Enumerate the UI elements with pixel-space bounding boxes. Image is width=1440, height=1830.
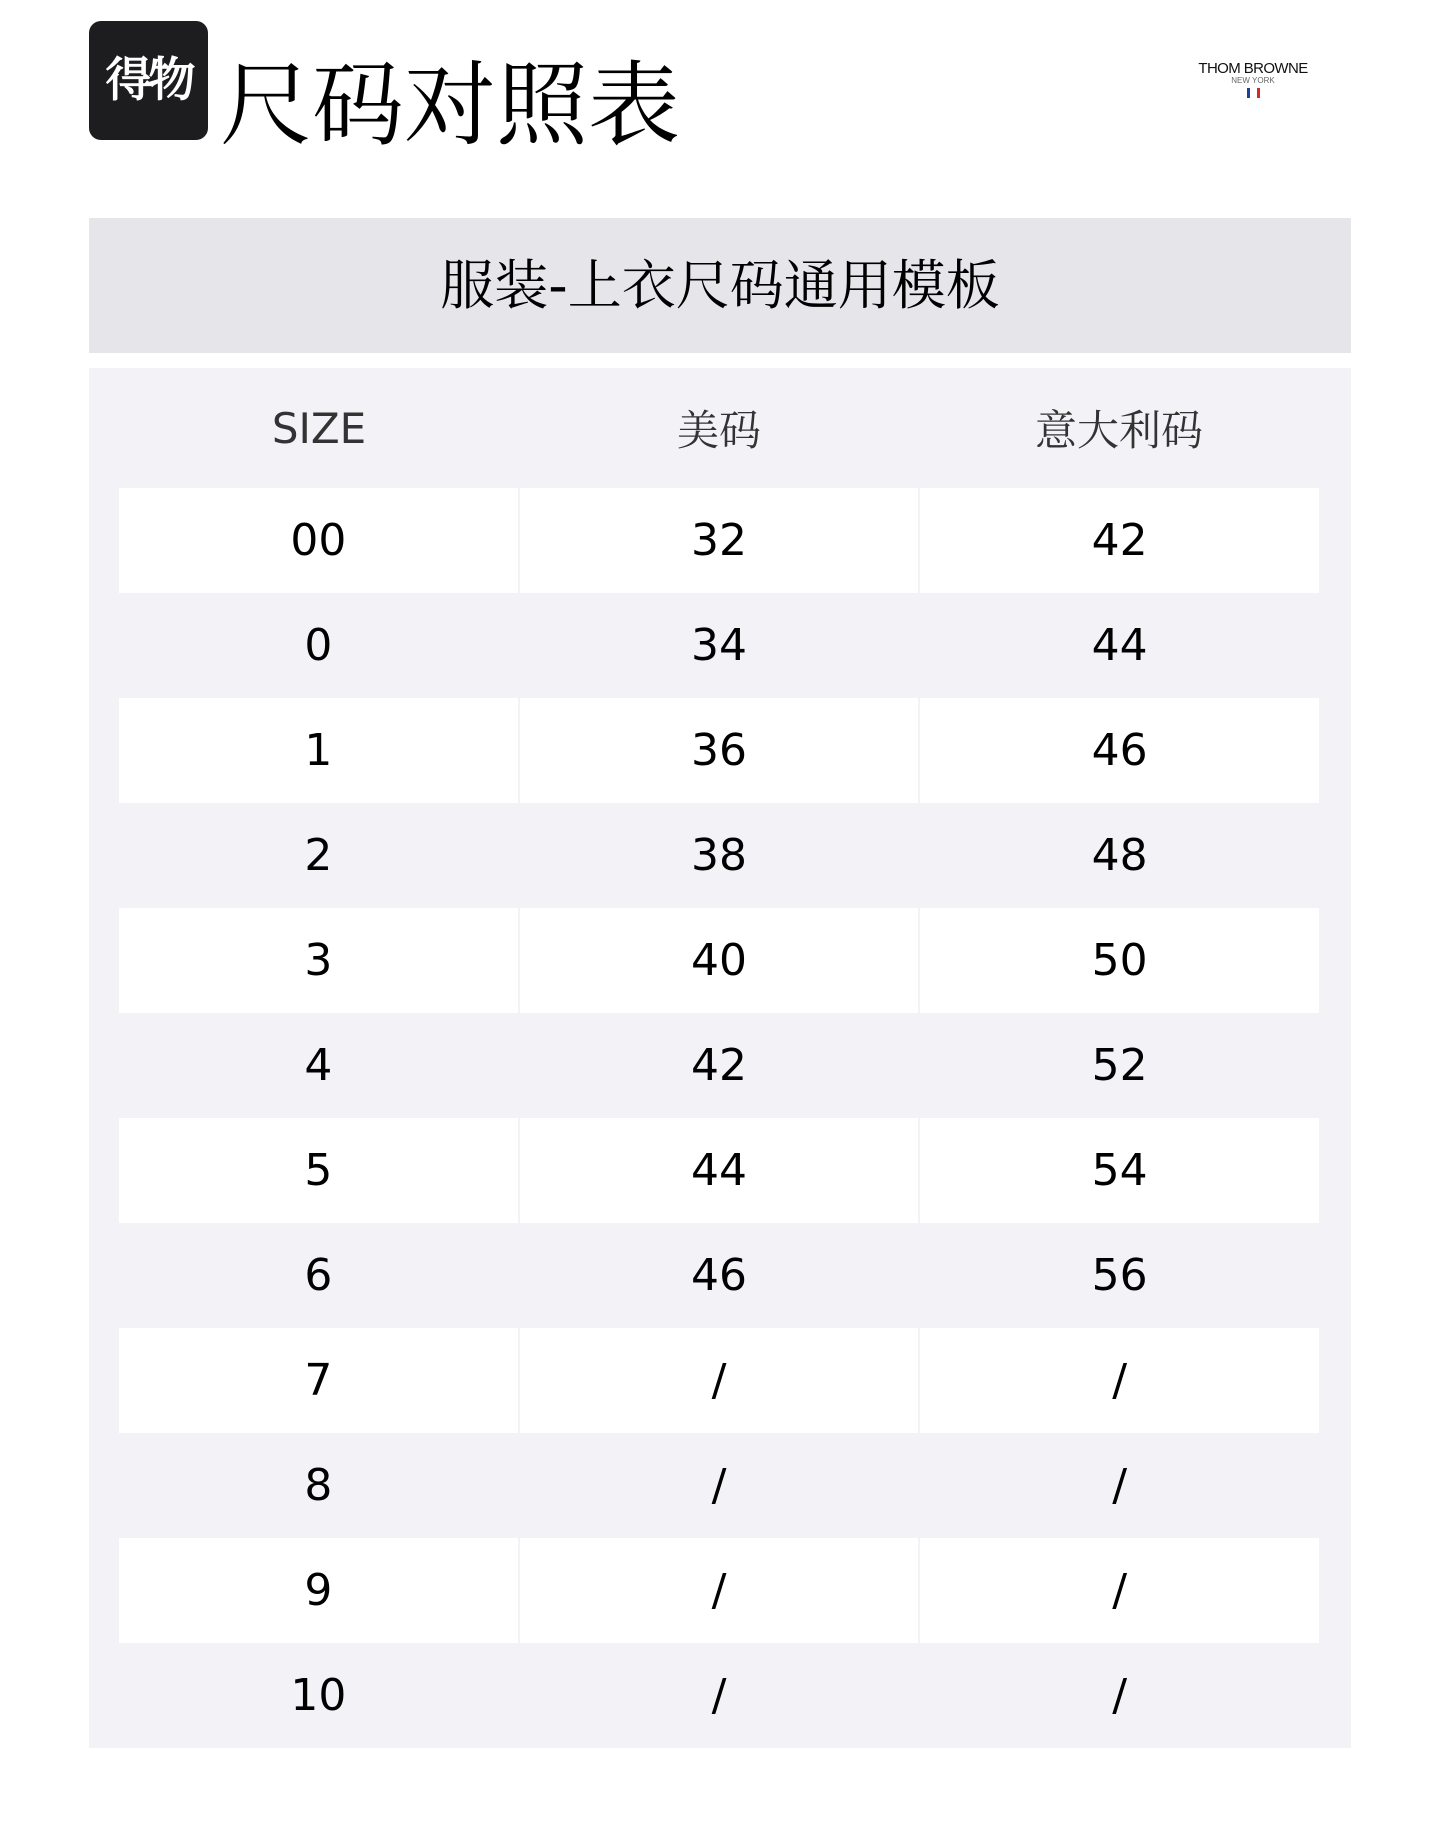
page-title: 尺码对照表	[220, 52, 681, 159]
cell-italian-size: /	[918, 1328, 1319, 1433]
table-banner	[89, 218, 1351, 353]
cell-size: 8	[304, 1460, 333, 1511]
cell-italian-size: 42	[918, 488, 1319, 593]
cell-us-size: 40	[518, 908, 919, 1013]
brand-name: THOM BROWNE	[1198, 60, 1308, 77]
cell-us-size: /	[711, 1670, 727, 1721]
table-row	[119, 1223, 1319, 1328]
cell-size: 00	[119, 488, 518, 593]
table-body	[119, 488, 1319, 1748]
cell-size: 7	[119, 1328, 518, 1433]
cell-italian-size: /	[1112, 1460, 1128, 1511]
brand-logo	[1180, 61, 1326, 98]
cell-us-size: 34	[691, 620, 747, 671]
cell-us-size: /	[518, 1538, 919, 1643]
column-header-italian-size: 意大利码	[1034, 406, 1203, 455]
cell-us-size: 44	[518, 1118, 919, 1223]
column-header-us-size: 美码	[676, 406, 761, 455]
tricolor-flag-icon	[1246, 88, 1260, 98]
cell-us-size: /	[518, 1328, 919, 1433]
cell-us-size: 42	[691, 1040, 747, 1091]
logo-text: 得物	[105, 53, 192, 108]
table-row	[119, 803, 1319, 908]
cell-us-size: 36	[518, 698, 919, 803]
cell-size: 1	[119, 698, 518, 803]
cell-us-size: 32	[518, 488, 919, 593]
cell-italian-size: 46	[918, 698, 1319, 803]
flag-stripe-red	[1257, 88, 1260, 98]
cell-size: 0	[304, 620, 333, 671]
cell-size: 6	[304, 1250, 333, 1301]
table-row	[119, 593, 1319, 698]
table-row	[119, 1643, 1319, 1748]
brand-subtitle: NEW YORK	[1231, 76, 1275, 85]
cell-italian-size: 56	[1091, 1250, 1148, 1301]
cell-size: 2	[304, 830, 333, 881]
table-row	[119, 1433, 1319, 1538]
table-header	[119, 368, 1319, 488]
table-row	[119, 1118, 1319, 1223]
table-row	[119, 1538, 1319, 1643]
cell-italian-size: 44	[1091, 620, 1148, 671]
table-row	[119, 1013, 1319, 1118]
dewu-logo	[89, 21, 208, 140]
cell-italian-size: 54	[918, 1118, 1319, 1223]
flag-stripe-white	[1252, 88, 1255, 98]
cell-us-size: /	[711, 1460, 727, 1511]
cell-size: 10	[290, 1670, 347, 1721]
cell-italian-size: 52	[1091, 1040, 1148, 1091]
cell-italian-size: 48	[1091, 830, 1148, 881]
table-row	[119, 1328, 1319, 1433]
size-table	[89, 368, 1351, 1748]
column-header-size: SIZE	[271, 403, 367, 453]
cell-size: 3	[119, 908, 518, 1013]
cell-size: 9	[119, 1538, 518, 1643]
cell-us-size: 38	[691, 830, 747, 881]
cell-italian-size: /	[1112, 1670, 1128, 1721]
cell-italian-size: /	[918, 1538, 1319, 1643]
banner-title: 服装-上衣尺码通用模板	[440, 253, 1000, 317]
cell-size: 4	[304, 1040, 333, 1091]
flag-stripe-blue	[1247, 88, 1250, 98]
table-row	[119, 488, 1319, 593]
cell-italian-size: 50	[918, 908, 1319, 1013]
cell-us-size: 46	[691, 1250, 747, 1301]
table-row	[119, 698, 1319, 803]
cell-size: 5	[119, 1118, 518, 1223]
table-row	[119, 908, 1319, 1013]
